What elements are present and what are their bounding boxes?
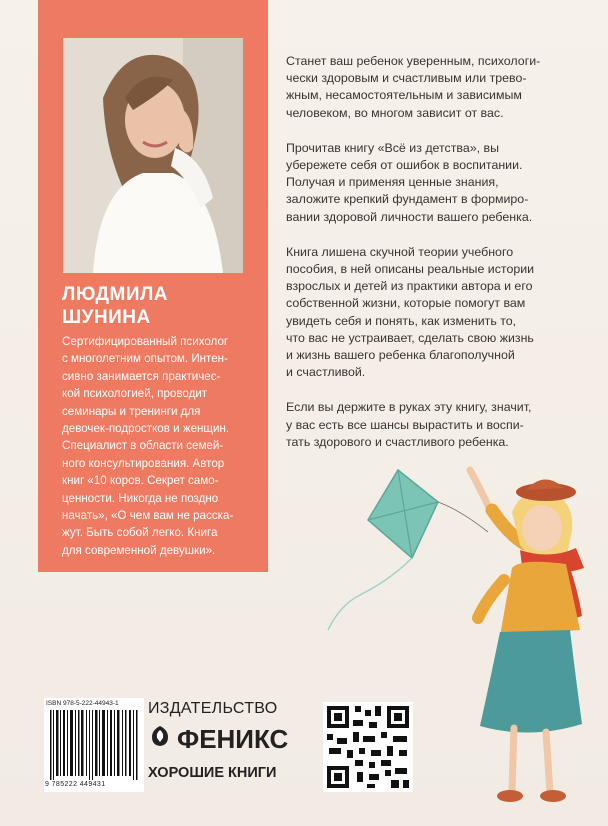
bio-line: книг «10 коров. Секрет само- [62, 474, 219, 488]
bio-line: начать», «О чем вам не расска- [62, 509, 234, 523]
publisher-label: ИЗДАТЕЛЬСТВО [148, 700, 278, 717]
description-line: пособия, в ней описаны реальные истории [286, 262, 535, 277]
bio-line: ного консультирования. Автор [62, 456, 225, 470]
qr-code-icon [323, 702, 413, 792]
bio-line: с многолетним опытом. Интен- [62, 352, 228, 366]
description-line: Получая и применяя ценные знания, [286, 175, 499, 190]
barcode-number: 9 785222 449431 [45, 781, 106, 788]
description-line: заложите крепкий фундамент в формиро- [286, 192, 529, 207]
bio-line: жут. Быть собой легко. Книга [62, 526, 218, 540]
girl-illustration [470, 470, 584, 802]
author-first-name: ЛЮДМИЛА [62, 284, 169, 305]
bio-line: девочек-подростков и женщин. [62, 422, 230, 436]
bio-line: семинары и тренинги для [62, 404, 201, 418]
description-line: Станет ваш ребенок уверенным, психологи- [286, 54, 541, 68]
description-line: Прочитав книгу «Всё из детства», вы [286, 140, 500, 155]
description-line: убережете себя от ошибок в воспитании. [286, 158, 523, 173]
kite-illustration [328, 470, 488, 630]
publisher-name-row [148, 724, 313, 755]
bio-line: Специалист в области семей- [62, 439, 224, 453]
author-name [62, 283, 262, 329]
description-line: и жизнь вашего ребенка благополучной [286, 348, 515, 363]
description-line: что вас не устраивает, сделать свою жизнь [286, 330, 534, 345]
bio-line: сивно занимается практичес- [62, 369, 221, 383]
barcode-bars [46, 710, 142, 780]
author-bio [62, 333, 262, 559]
bio-line: ценности. Никогда не поздно [62, 491, 219, 505]
description-line: собственной жизни, которые помогут вам [286, 296, 526, 311]
publisher-name: ФЕНИКС [177, 724, 289, 754]
author-photo [63, 38, 243, 273]
bio-line: Сертифицированный психолог [62, 335, 229, 348]
publisher-slogan: ХОРОШИЕ КНИГИ [148, 765, 277, 781]
phoenix-logo-icon [148, 724, 172, 755]
description-line: чески здоровым и счастливым или трево- [286, 71, 527, 86]
barcode [44, 698, 144, 792]
description-line: жным, несамостоятельным и зависимым [286, 88, 522, 103]
description-line: вании здоровой личности вашего ребенка. [286, 209, 533, 224]
isbn-number: ISBN 978-5-222-44943-1 [46, 700, 119, 707]
description-line: тать здорового и счастливого ребенка. [286, 434, 509, 449]
description-line: увидеть себя и понять, как изменить то, [286, 313, 517, 328]
description-line: человеком, во многом зависит от вас. [286, 105, 504, 120]
publisher-block [148, 700, 313, 781]
bio-line: кой психологией, проводит [62, 387, 208, 401]
book-description [286, 35, 586, 469]
description-line: и счастливой. [286, 365, 366, 380]
author-last-name: ШУНИНА [62, 307, 151, 328]
description-line: Книга лишена скучной теории учебного [286, 244, 514, 259]
description-line: Если вы держите в руках эту книгу, значит, [286, 400, 532, 415]
bio-line: для современной девушки». [62, 543, 216, 557]
description-line: взрослых и детей из практики автора и его [286, 279, 533, 294]
description-line: у вас есть все шансы вырастить и воспи- [286, 417, 524, 432]
